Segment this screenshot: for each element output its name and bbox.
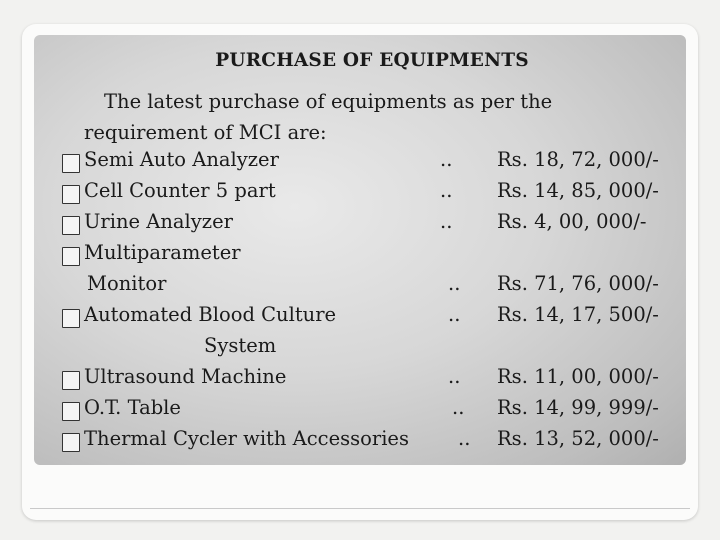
item-price: Rs. 13, 52, 000/- [497, 427, 659, 450]
list-item [0, 365, 720, 396]
bullet-box-icon [62, 154, 80, 173]
list-item [0, 148, 720, 179]
item-name: O.T. Table [84, 396, 181, 419]
item-name: Thermal Cycler with Accessories [84, 427, 409, 450]
list-item [0, 210, 720, 241]
bullet-box-icon [62, 185, 80, 204]
item-name: Ultrasound Machine [84, 365, 287, 388]
item-price: Rs. 4, 00, 000/- [497, 210, 647, 233]
slide-title: PURCHASE OF EQUIPMENTS [215, 50, 529, 71]
item-dots: .. [440, 148, 453, 171]
list-item [0, 303, 720, 334]
footer-divider [30, 508, 690, 509]
list-item [0, 427, 720, 458]
item-price: Rs. 18, 72, 000/- [497, 148, 659, 171]
intro-line-1: The latest purchase of equipments as per the [104, 90, 553, 113]
item-dots: .. [440, 179, 453, 202]
bullet-box-icon [62, 402, 80, 421]
intro-line-2: requirement of MCI are: [84, 121, 327, 144]
item-dots: .. [458, 427, 471, 450]
item-name: Semi Auto Analyzer [84, 148, 279, 171]
list-item [0, 179, 720, 210]
bullet-box-icon [62, 216, 80, 235]
item-name-continued: Monitor [87, 272, 167, 295]
list-item-continuation [0, 272, 720, 303]
item-name: Automated Blood Culture [84, 303, 337, 326]
bullet-box-icon [62, 433, 80, 452]
intro-paragraph [84, 86, 644, 148]
bullet-box-icon [62, 309, 80, 328]
item-price: Rs. 14, 85, 000/- [497, 179, 659, 202]
item-dots: .. [452, 396, 465, 419]
item-price: Rs. 11, 00, 000/- [497, 365, 659, 388]
item-price: Rs. 14, 99, 999/- [497, 396, 659, 419]
item-price: Rs. 14, 17, 500/- [497, 303, 659, 326]
item-name: Cell Counter 5 part [84, 179, 276, 202]
item-name-continued: System [204, 334, 277, 357]
bullet-box-icon [62, 247, 80, 266]
list-item [0, 241, 720, 272]
bullet-box-icon [62, 371, 80, 390]
list-item [0, 396, 720, 427]
item-name: Multiparameter [84, 241, 241, 264]
list-item-continuation [0, 334, 720, 365]
item-name: Urine Analyzer [84, 210, 233, 233]
item-dots: .. [448, 272, 461, 295]
item-price: Rs. 71, 76, 000/- [497, 272, 659, 295]
item-dots: .. [448, 365, 461, 388]
item-dots: .. [448, 303, 461, 326]
item-dots: .. [440, 210, 453, 233]
